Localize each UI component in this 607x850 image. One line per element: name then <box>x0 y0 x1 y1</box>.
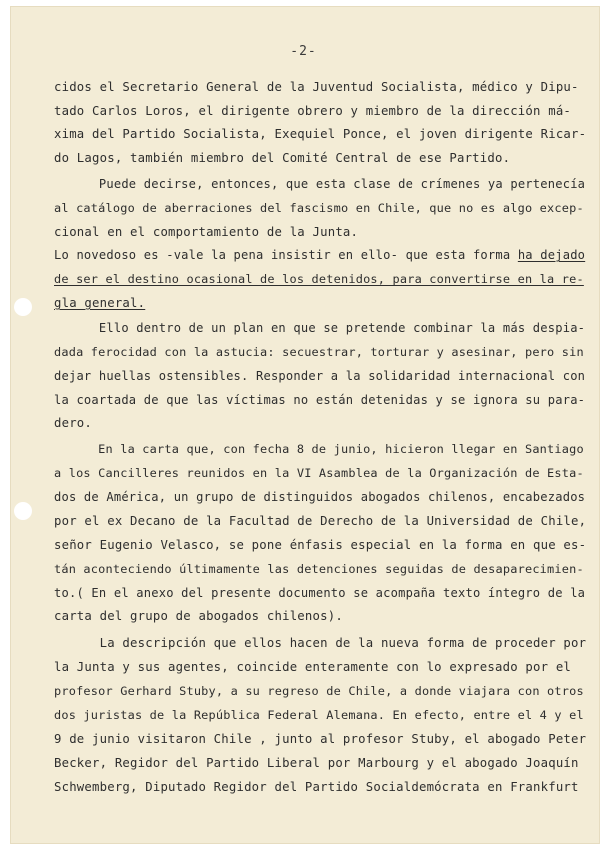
text-line: Puede decirse, entonces, que esta clase de crímenes ya pertenecía <box>54 177 586 191</box>
text-line: En la carta que, con fecha 8 de junio, hicieron llegar en Santiago <box>54 442 584 456</box>
text-line: do Lagos, también miembro del Comité Central de ese Partido. <box>54 151 511 165</box>
text-line: profesor Gerhard Stuby, a su regreso de Chile, a donde viajara con otros <box>54 684 584 698</box>
page-number: -2- <box>290 44 317 59</box>
text-line: dejar huellas ostensibles. Responder a la solidaridad internacional con <box>54 369 586 383</box>
text-line: 9 de junio visitaron Chile , junto al profesor Stuby, el abogado Peter <box>54 732 587 746</box>
underlined-emphasis: de ser el destino ocasional de los detenidos, para convertirse en la re- <box>54 272 584 286</box>
underlined-emphasis: gla general. <box>54 296 146 310</box>
text-line: señor Eugenio Velasco, se pone énfasis especial en la forma en que es- <box>54 538 587 552</box>
text-line: cional en el comportamiento de la Junta. <box>54 225 359 239</box>
text-line: a los Cancilleres reunidos en la VI Asamblea de la Organización de Esta- <box>54 466 584 480</box>
underlined-emphasis: ha dejado <box>517 248 586 262</box>
text-line: carta del grupo de abogados chilenos). <box>54 609 343 623</box>
text-line: Schwemberg, Diputado Regidor del Partido Socialdemócrata en Frankfurt <box>54 780 579 794</box>
text-line: to.( En el anexo del presente documento se acompaña texto íntegro de la <box>54 586 586 600</box>
text-line: por el ex Decano de la Facultad de Derecho de la Universidad de Chile, <box>54 514 587 528</box>
text-line: Ello dentro de un plan en que se pretende combinar la más despia- <box>54 321 586 335</box>
text-line: Lo novedoso es -vale la pena insistir en ello- que esta forma ha dejado <box>54 248 586 262</box>
text-line: dero. <box>54 416 93 430</box>
text-line <box>54 296 589 310</box>
text-line: dos de América, un grupo de distinguidos abogados chilenos, encabezados <box>54 490 586 504</box>
text-line: La descripción que ellos hacen de la nueva forma de proceder por <box>54 636 587 650</box>
text-line: al catálogo de aberraciones del fascismo en Chile, que no es algo excep- <box>54 201 584 215</box>
text-line: tán aconteciendo últimamente las detenciones seguidas de desaparecimien- <box>54 562 584 576</box>
text-line <box>54 272 589 286</box>
text-line: dos juristas de la República Federal Alemana. En efecto, entre el 4 y el <box>54 708 584 722</box>
text-line: cidos el Secretario General de la Juventud Socialista, médico y Dipu- <box>54 80 579 94</box>
text-line: xima del Partido Socialista, Exequiel Ponce, el joven dirigente Ricar- <box>54 127 587 141</box>
text-line: Becker, Regidor del Partido Liberal por Marbourg y el abogado Joaquín <box>54 756 579 770</box>
text-line: la Junta y sus agentes, coincide enteramente con lo expresado por el <box>54 660 572 674</box>
text-line: dada ferocidad con la astucia: secuestrar, torturar y asesinar, pero sin <box>54 345 584 359</box>
text-line: tado Carlos Loros, el dirigente obrero y miembro de la dirección má- <box>54 104 572 118</box>
text-line: la coartada de que las víctimas no están detenidas y se ignora su para- <box>54 393 586 407</box>
